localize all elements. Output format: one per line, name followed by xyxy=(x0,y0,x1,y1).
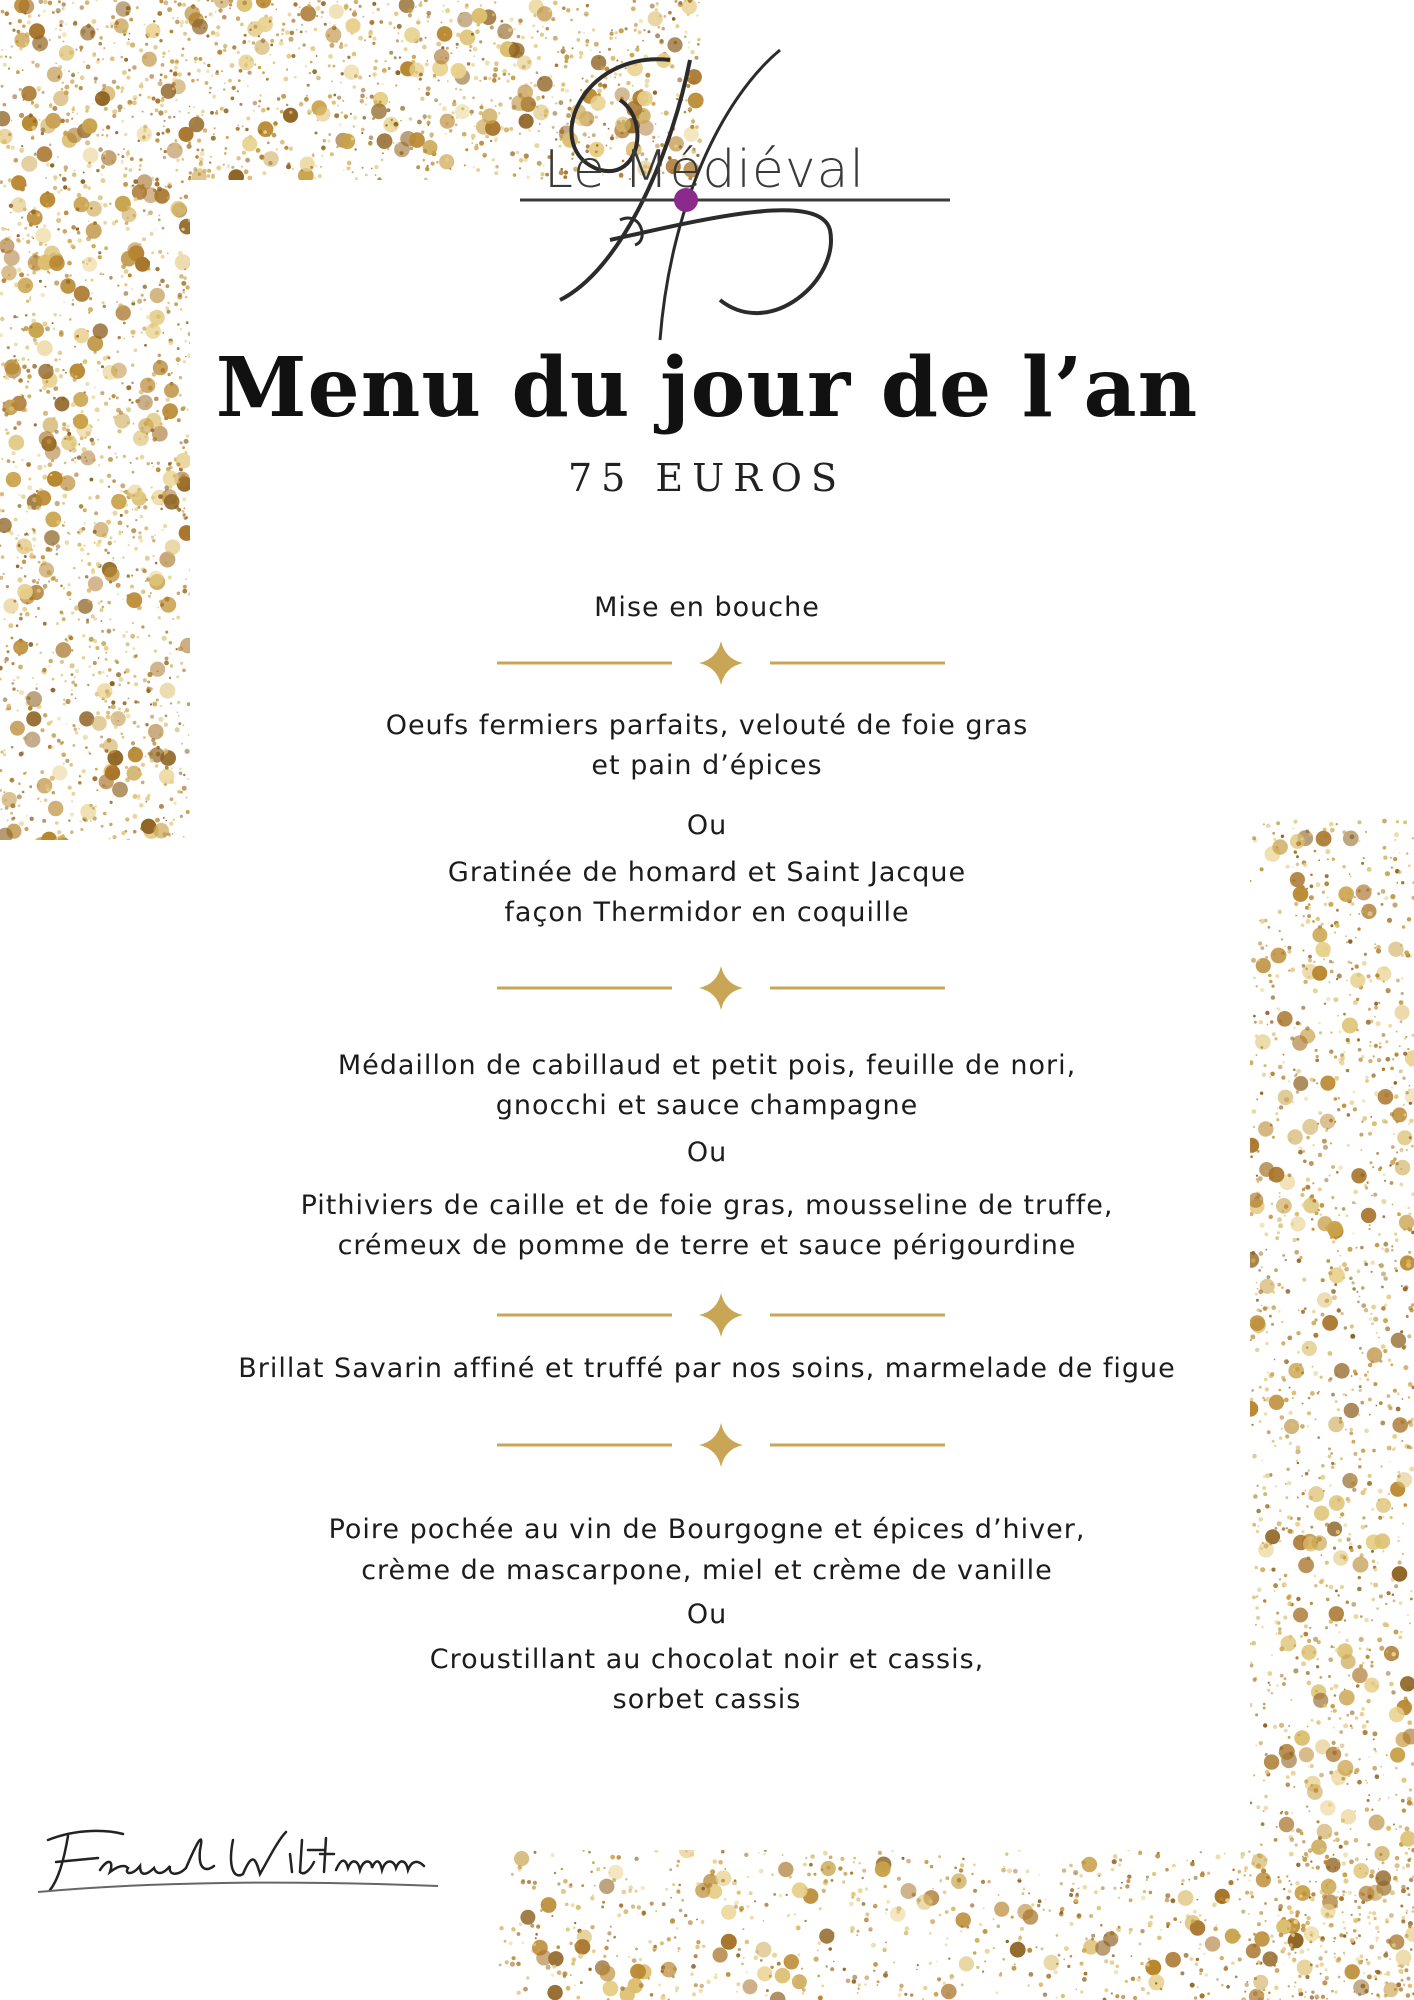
menu-or-3: Ou xyxy=(686,1599,728,1630)
menu-item-main-2-line-2: crémeux de pomme de terre et sauce périgourdine xyxy=(337,1230,1077,1261)
menu-item-starter-2-line-1: Gratinée de homard et Saint Jacque xyxy=(447,857,967,888)
menu-or-1: Ou xyxy=(686,810,728,841)
menu-item-dessert-1-line-2: crème de mascarpone, miel et crème de vanille xyxy=(361,1555,1053,1586)
sparkle-divider-icon xyxy=(497,1290,945,1340)
menu-item-starter-1-line-2: et pain d’épices xyxy=(591,750,823,781)
menu-item-dessert-1-line-1: Poire pochée au vin de Bourgogne et épices d’hiver, xyxy=(328,1514,1086,1545)
menu-item-dessert-2-line-2: sorbet cassis xyxy=(612,1684,802,1715)
menu-price: 75 EUROS xyxy=(568,456,846,500)
menu-item-main-2-line-1: Pithiviers de caille et de foie gras, mousseline de truffe, xyxy=(300,1190,1114,1221)
menu-item-starter-2-line-2: façon Thermidor en coquille xyxy=(504,897,910,928)
sparkle-divider-icon xyxy=(497,638,945,688)
logo-monogram-icon xyxy=(520,40,960,360)
menu-item-starter-1-line-1: Oeufs fermiers parfaits, velouté de foie gras xyxy=(385,710,1029,741)
sparkle-divider-icon xyxy=(497,963,945,1013)
menu-item-cheese: Brillat Savarin affiné et truffé par nos soins, marmelade de figue xyxy=(238,1353,1176,1384)
menu-item-main-1-line-1: Médaillon de cabillaud et petit pois, feuille de nori, xyxy=(337,1050,1077,1081)
sparkle-divider-icon xyxy=(497,1420,945,1470)
menu-or-2: Ou xyxy=(686,1137,728,1168)
page-title: Menu du jour de l’an xyxy=(215,340,1199,436)
logo-wordmark: Le Médiéval xyxy=(544,140,865,200)
menu-item-dessert-2-line-1: Croustillant au chocolat noir et cassis, xyxy=(429,1644,985,1675)
menu-item-amuse: Mise en bouche xyxy=(594,592,820,623)
menu-item-main-1-line-2: gnocchi et sauce champagne xyxy=(495,1090,919,1121)
chef-signature xyxy=(28,1810,448,1900)
